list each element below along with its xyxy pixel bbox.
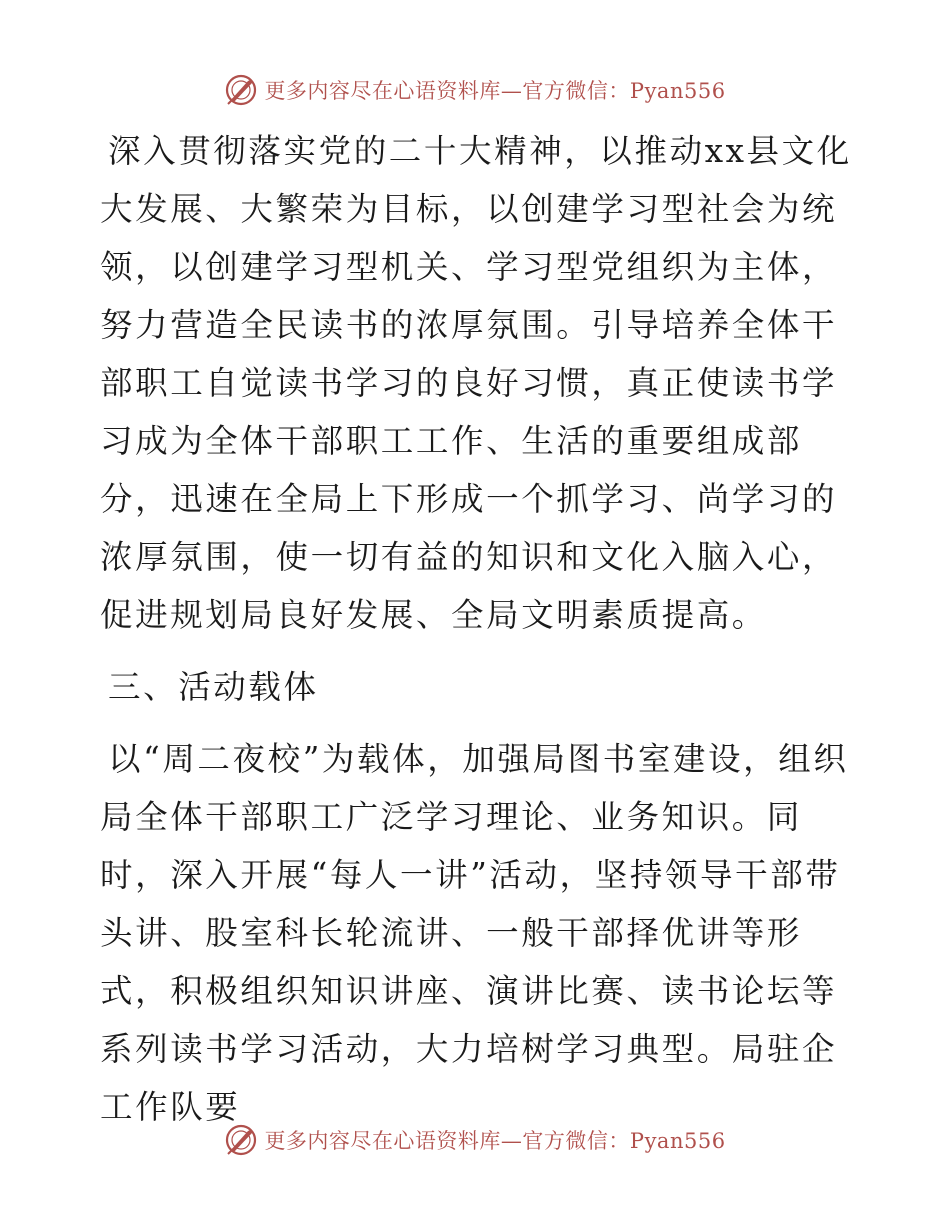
feather-quill-logo-icon — [224, 73, 258, 107]
section-heading: 三、活动载体 — [108, 668, 319, 706]
watermark-text: 更多内容尽在心语资料库—官方微信：Pyan556 — [264, 79, 726, 103]
watermark-footer — [0, 1120, 950, 1160]
watermark-text: 更多内容尽在心语资料库—官方微信：Pyan556 — [264, 1129, 726, 1153]
body-paragraph: 以“周二夜校”为载体，加强局图书室建设，组织局全体干部职工广泛学习理论、业务知识。同时，深入开展“每人一讲”活动，坚持领导干部带头讲、股室科长轮流讲、一般干部择优讲等形式，积极组织知识讲座、演讲比赛、读书论坛等系列读书学习活动，大力培树学习典型。局驻企工作队要 — [100, 740, 849, 1126]
document-body — [100, 122, 860, 1136]
watermark-header — [0, 70, 950, 110]
body-paragraph: 深入贯彻落实党的二十大精神，以推动xx县文化大发展、大繁荣为目标，以创建学习型社会为统领，以创建学习型机关、学习型党组织为主体，努力营造全民读书的浓厚氛围。引导培养全体干部职工自觉读书学习的良好习惯，真正使读书学习成为全体干部职工工作、生活的重要组成部分，迅速在全局上下形成一个抓学习、尚学习的浓厚氛围，使一切有益的知识和文化入脑入心，促进规划局良好发展、全局文明素质提高。 — [100, 132, 852, 634]
feather-quill-logo-icon — [224, 1123, 258, 1157]
